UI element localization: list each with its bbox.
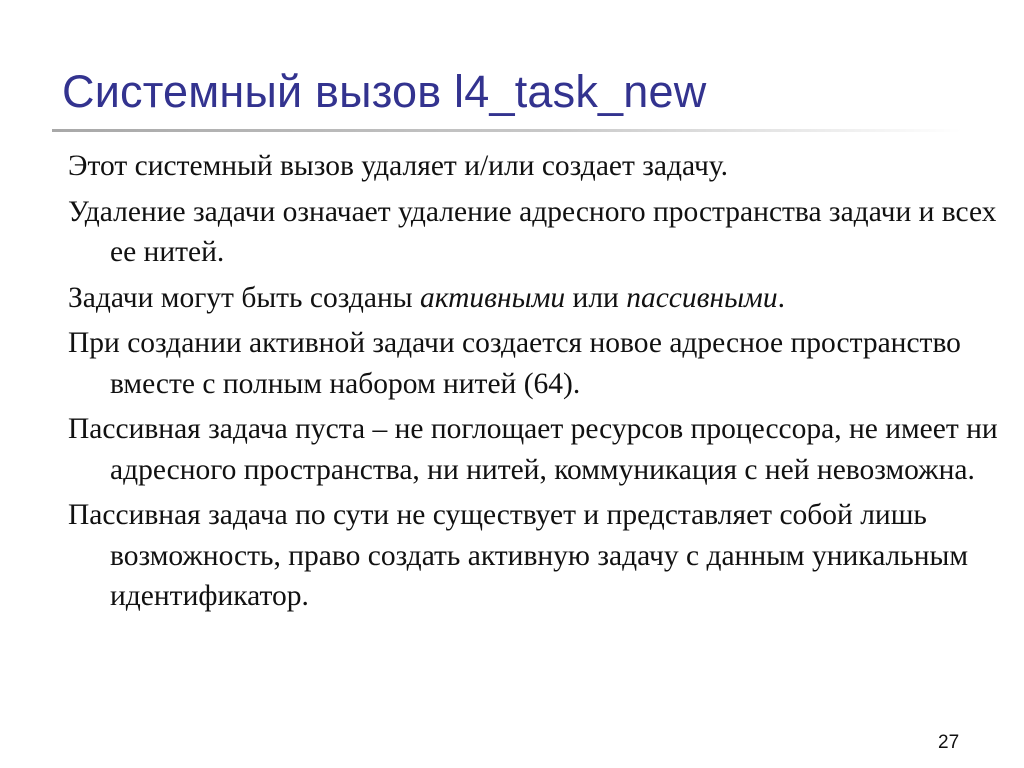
paragraph-2: Удаление задачи означает удаление адресного пространства задачи и всех ее нитей. [68, 195, 997, 268]
paragraph-3-end: . [777, 281, 786, 314]
paragraph-3-middle: или [565, 281, 627, 314]
page-number: 27 [938, 732, 960, 753]
title-divider [52, 129, 962, 132]
slide-title: Системный вызов l4_task_new [62, 66, 707, 117]
paragraph-6: Пассивная задача по сути не существует и представляет собой лишь возможность, право создать активную задачу с данным уникальным идентификатор. [68, 499, 968, 612]
paragraph-3-lead: Задачи могут быть созданы [68, 281, 420, 314]
term-passive: пассивными [626, 281, 778, 314]
term-active: активными [419, 281, 566, 314]
paragraph-3 [68, 278, 998, 319]
slide-body [68, 146, 998, 622]
paragraph-1: Этот системный вызов удаляет и/или создает задачу. [68, 150, 728, 182]
paragraph-5: Пассивная задача пуста – не поглощает ресурсов процессора, не имеет ни адресного пространства, ни нитей, коммуникация с ней невозможна. [68, 413, 998, 486]
paragraph-4: При создании активной задачи создается новое адресное пространство вместе с полным набором нитей (64). [68, 327, 961, 400]
